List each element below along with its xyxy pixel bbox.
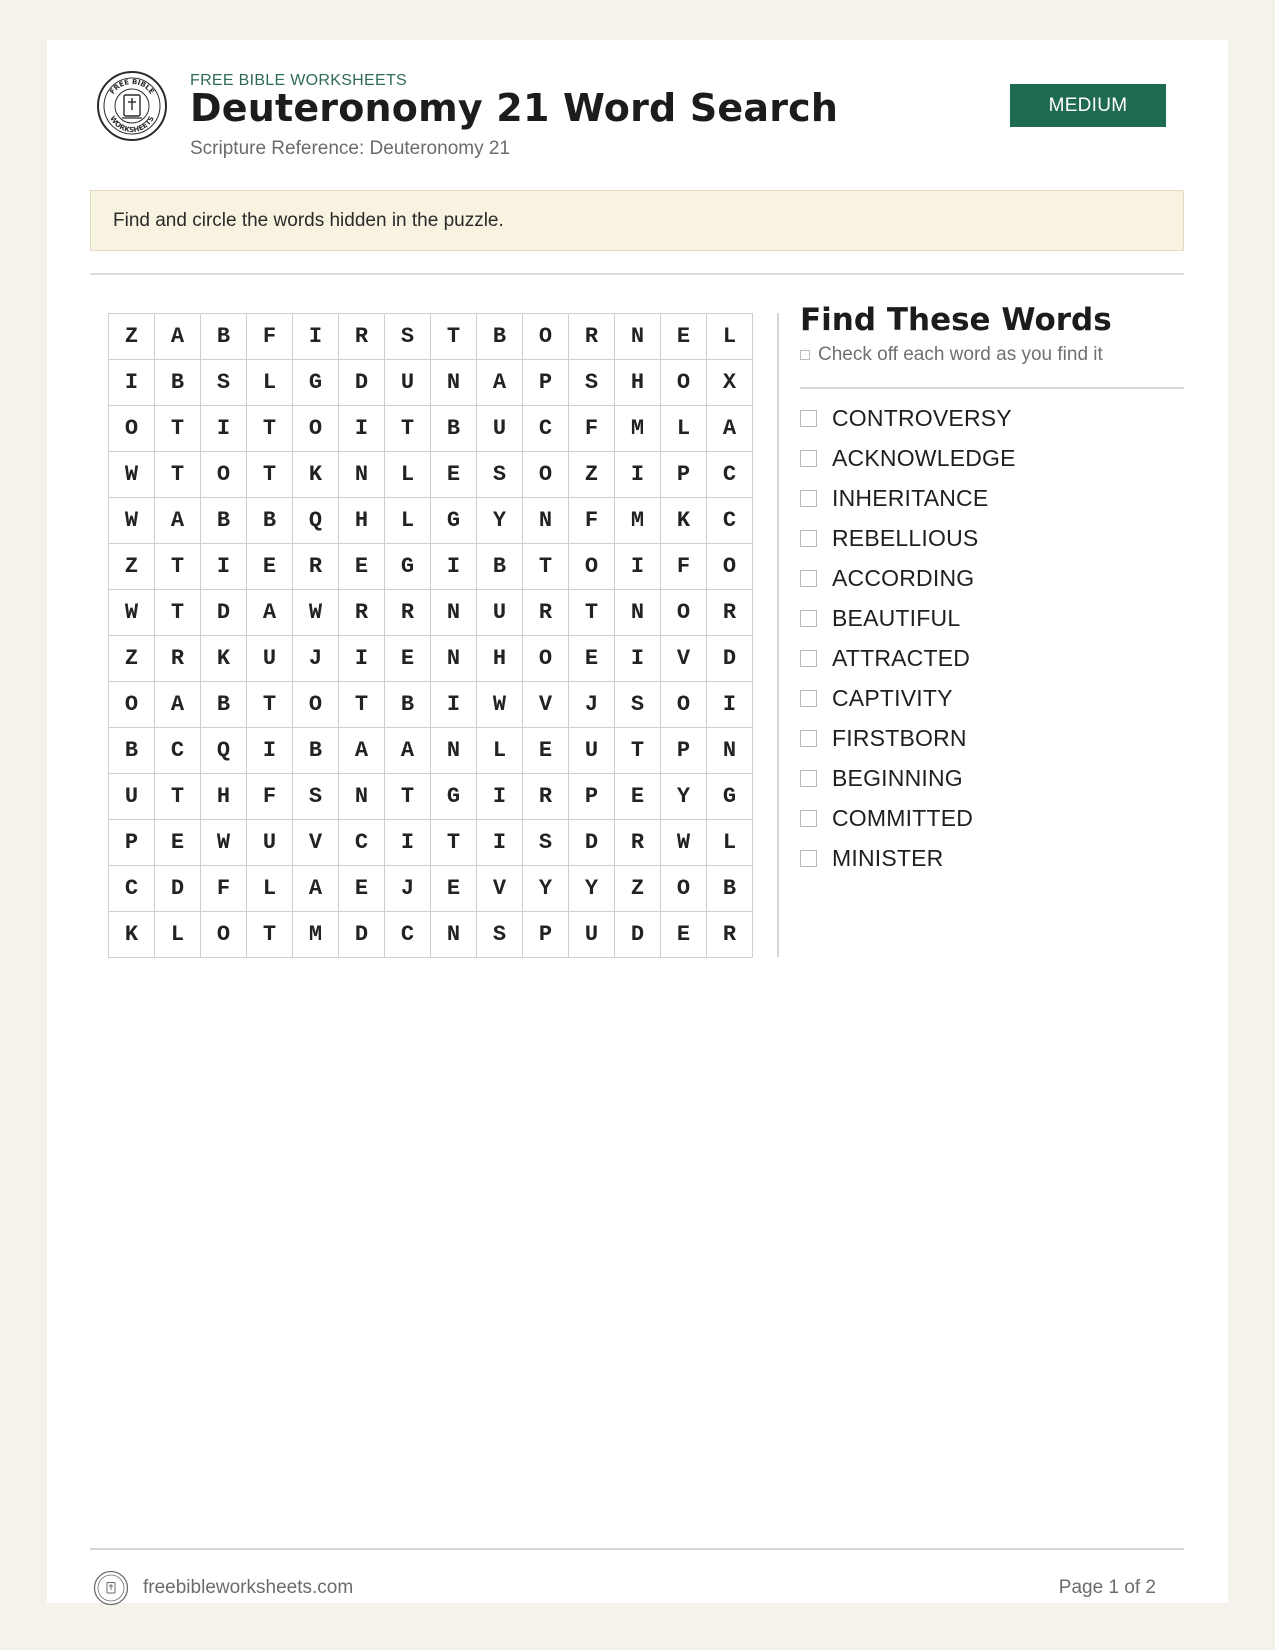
word-list-heading: Find These Words (800, 302, 1112, 338)
grid-cell[interactable]: O (523, 636, 569, 682)
word-checkbox[interactable] (800, 450, 817, 467)
word-checkbox[interactable] (800, 530, 817, 547)
grid-cell[interactable]: L (385, 452, 431, 498)
word-label: MINISTER (832, 844, 944, 871)
grid-cell[interactable]: O (109, 682, 155, 728)
grid-cell[interactable]: B (707, 866, 753, 912)
grid-cell[interactable]: R (293, 544, 339, 590)
grid-cell[interactable]: A (293, 866, 339, 912)
grid-cell[interactable]: S (569, 360, 615, 406)
grid-cell[interactable]: Y (477, 498, 523, 544)
grid-cell[interactable]: Y (661, 774, 707, 820)
grid-cell[interactable]: T (155, 590, 201, 636)
page-title: Deuteronomy 21 Word Search (190, 86, 839, 130)
grid-cell[interactable]: O (201, 912, 247, 958)
grid-cell[interactable]: H (339, 498, 385, 544)
grid-cell[interactable]: I (707, 682, 753, 728)
grid-cell[interactable]: I (615, 452, 661, 498)
grid-cell[interactable]: A (155, 682, 201, 728)
grid-cell[interactable]: D (339, 360, 385, 406)
grid-cell[interactable]: C (707, 452, 753, 498)
grid-cell[interactable]: B (155, 360, 201, 406)
grid-cell[interactable]: S (477, 452, 523, 498)
grid-cell[interactable]: F (569, 498, 615, 544)
grid-cell[interactable]: E (615, 774, 661, 820)
grid-cell[interactable]: B (201, 498, 247, 544)
grid-cell[interactable]: C (707, 498, 753, 544)
word-checkbox[interactable] (800, 410, 817, 427)
grid-cell[interactable]: U (385, 360, 431, 406)
grid-cell[interactable]: S (385, 314, 431, 360)
grid-cell[interactable]: E (339, 866, 385, 912)
word-list-item (800, 638, 1016, 678)
grid-row (109, 498, 753, 544)
grid-cell[interactable]: L (155, 912, 201, 958)
grid-cell[interactable]: B (385, 682, 431, 728)
panel-divider (777, 313, 779, 957)
grid-cell[interactable]: I (477, 820, 523, 866)
word-list-item (800, 398, 1016, 438)
grid-cell[interactable]: I (247, 728, 293, 774)
grid-cell[interactable]: T (155, 406, 201, 452)
grid-cell[interactable]: C (385, 912, 431, 958)
grid-cell[interactable]: I (109, 360, 155, 406)
grid-cell[interactable]: V (293, 820, 339, 866)
word-list-item (800, 718, 1016, 758)
word-list-divider (800, 387, 1184, 389)
grid-row (109, 728, 753, 774)
grid-cell[interactable]: D (155, 866, 201, 912)
grid-cell[interactable]: B (201, 682, 247, 728)
grid-cell[interactable]: A (707, 406, 753, 452)
word-label: BEAUTIFUL (832, 604, 961, 631)
grid-cell[interactable]: O (661, 590, 707, 636)
grid-cell[interactable]: K (661, 498, 707, 544)
grid-row (109, 774, 753, 820)
grid-cell[interactable]: A (339, 728, 385, 774)
grid-cell[interactable]: F (661, 544, 707, 590)
grid-cell[interactable]: Z (109, 636, 155, 682)
grid-cell[interactable]: O (707, 544, 753, 590)
grid-cell[interactable]: I (615, 544, 661, 590)
grid-cell[interactable]: L (247, 866, 293, 912)
grid-cell[interactable]: O (523, 314, 569, 360)
grid-cell[interactable]: I (431, 682, 477, 728)
grid-cell[interactable]: G (707, 774, 753, 820)
grid-cell[interactable]: I (201, 406, 247, 452)
grid-cell[interactable]: P (661, 452, 707, 498)
footer-site-link[interactable]: freebibleworksheets.com (143, 1577, 354, 1598)
grid-cell[interactable]: E (523, 728, 569, 774)
grid-cell[interactable]: S (477, 912, 523, 958)
grid-cell[interactable]: H (201, 774, 247, 820)
grid-cell[interactable]: G (431, 498, 477, 544)
grid-cell[interactable]: B (201, 314, 247, 360)
word-list-item (800, 678, 1016, 718)
word-label: CAPTIVITY (832, 684, 953, 711)
grid-cell[interactable]: H (615, 360, 661, 406)
grid-cell[interactable]: U (569, 728, 615, 774)
grid-cell[interactable]: L (707, 820, 753, 866)
grid-cell[interactable]: T (155, 544, 201, 590)
grid-cell[interactable]: J (293, 636, 339, 682)
grid-cell[interactable]: T (523, 544, 569, 590)
grid-cell[interactable]: I (339, 636, 385, 682)
grid-cell[interactable]: R (339, 314, 385, 360)
word-label: ATTRACTED (832, 644, 971, 671)
grid-cell[interactable]: Q (293, 498, 339, 544)
logo-text-bottom: WORKSHEETS (108, 114, 156, 135)
grid-cell[interactable]: E (385, 636, 431, 682)
bible-seal-icon (96, 70, 168, 142)
grid-cell[interactable]: F (247, 774, 293, 820)
grid-cell[interactable]: M (615, 498, 661, 544)
grid-cell[interactable]: P (109, 820, 155, 866)
grid-cell[interactable]: U (477, 406, 523, 452)
grid-cell[interactable]: F (247, 314, 293, 360)
grid-cell[interactable]: U (477, 590, 523, 636)
grid-cell[interactable]: T (247, 912, 293, 958)
grid-cell[interactable]: T (385, 406, 431, 452)
word-checkbox[interactable] (800, 850, 817, 867)
grid-cell[interactable]: I (431, 544, 477, 590)
grid-row (109, 360, 753, 406)
grid-cell[interactable]: L (661, 406, 707, 452)
grid-cell[interactable]: U (247, 820, 293, 866)
word-checkbox[interactable] (800, 490, 817, 507)
grid-cell[interactable]: E (431, 866, 477, 912)
page-number: Page 1 of 2 (1058, 1577, 1156, 1598)
grid-cell[interactable]: T (569, 590, 615, 636)
logo-text-top: FREE BIBLE (108, 77, 156, 96)
word-list-item (800, 758, 1016, 798)
grid-cell[interactable]: X (707, 360, 753, 406)
grid-cell[interactable]: E (661, 912, 707, 958)
word-list-hint (800, 344, 1103, 366)
grid-cell[interactable]: G (431, 774, 477, 820)
grid-row (109, 636, 753, 682)
word-label: CONTROVERSY (832, 404, 1012, 431)
grid-cell[interactable]: W (661, 820, 707, 866)
grid-cell[interactable]: D (569, 820, 615, 866)
word-list-item (800, 598, 1016, 638)
grid-cell[interactable]: A (155, 498, 201, 544)
grid-row (109, 590, 753, 636)
grid-cell[interactable]: T (155, 452, 201, 498)
grid-cell[interactable]: O (661, 682, 707, 728)
word-label: ACKNOWLEDGE (832, 444, 1016, 471)
grid-cell[interactable]: P (569, 774, 615, 820)
grid-cell[interactable]: P (523, 360, 569, 406)
grid-cell[interactable]: O (661, 866, 707, 912)
grid-cell[interactable]: B (431, 406, 477, 452)
grid-cell[interactable]: B (109, 728, 155, 774)
site-kicker: FREE BIBLE WORKSHEETS (190, 72, 408, 89)
grid-cell[interactable]: T (155, 774, 201, 820)
grid-cell[interactable]: T (431, 314, 477, 360)
grid-cell[interactable]: C (109, 866, 155, 912)
grid-cell[interactable]: Z (109, 544, 155, 590)
grid-cell[interactable]: N (615, 314, 661, 360)
grid-cell[interactable]: T (615, 728, 661, 774)
grid-cell[interactable]: Q (201, 728, 247, 774)
grid-cell[interactable]: F (201, 866, 247, 912)
grid-cell[interactable]: I (615, 636, 661, 682)
word-checkbox[interactable] (800, 690, 817, 707)
grid-cell[interactable]: R (523, 774, 569, 820)
grid-cell[interactable]: O (661, 360, 707, 406)
grid-cell[interactable]: N (523, 498, 569, 544)
grid-cell[interactable]: R (615, 820, 661, 866)
grid-cell[interactable]: U (247, 636, 293, 682)
word-search-grid (108, 313, 753, 958)
grid-cell[interactable]: S (293, 774, 339, 820)
grid-cell[interactable]: A (477, 360, 523, 406)
grid-cell[interactable]: O (293, 406, 339, 452)
grid-cell[interactable]: V (661, 636, 707, 682)
grid-cell[interactable]: G (293, 360, 339, 406)
grid-cell[interactable]: J (569, 682, 615, 728)
grid-cell[interactable]: Z (109, 314, 155, 360)
word-list-item (800, 438, 1016, 478)
word-checkbox[interactable] (800, 610, 817, 627)
instructions-banner: Find and circle the words hidden in the puzzle. (90, 190, 1184, 251)
grid-cell[interactable]: E (661, 314, 707, 360)
grid-cell[interactable]: P (661, 728, 707, 774)
grid-cell[interactable]: M (615, 406, 661, 452)
grid-cell[interactable]: N (431, 728, 477, 774)
grid-cell[interactable]: A (385, 728, 431, 774)
grid-cell[interactable]: R (707, 912, 753, 958)
grid-cell[interactable]: T (339, 682, 385, 728)
worksheet-page (47, 40, 1228, 1603)
grid-cell[interactable]: Z (615, 866, 661, 912)
grid-cell[interactable]: E (431, 452, 477, 498)
grid-cell[interactable]: U (109, 774, 155, 820)
grid-cell[interactable]: N (431, 360, 477, 406)
grid-cell[interactable]: U (569, 912, 615, 958)
grid-cell[interactable]: M (293, 912, 339, 958)
word-label: COMMITTED (832, 804, 974, 831)
difficulty-badge: MEDIUM (1010, 84, 1166, 127)
grid-cell[interactable]: W (109, 498, 155, 544)
grid-row (109, 866, 753, 912)
grid-cell[interactable]: D (615, 912, 661, 958)
grid-row (109, 406, 753, 452)
grid-cell[interactable]: I (477, 774, 523, 820)
grid-cell[interactable]: Z (569, 452, 615, 498)
grid-cell[interactable]: N (339, 774, 385, 820)
word-list-hint-text: Check off each word as you find it (818, 344, 1103, 365)
footer-divider (90, 1548, 1184, 1550)
grid-cell[interactable]: B (477, 314, 523, 360)
footer-bible-seal-icon (93, 1570, 129, 1606)
grid-cell[interactable]: T (247, 406, 293, 452)
grid-cell[interactable]: B (247, 498, 293, 544)
grid-cell[interactable]: R (707, 590, 753, 636)
grid-cell[interactable]: S (615, 682, 661, 728)
grid-cell[interactable]: B (477, 544, 523, 590)
header-divider (90, 273, 1184, 275)
hint-checkbox-icon (800, 350, 810, 360)
grid-cell[interactable]: S (201, 360, 247, 406)
grid-cell[interactable]: K (201, 636, 247, 682)
grid-cell[interactable]: N (431, 590, 477, 636)
grid-cell[interactable]: N (707, 728, 753, 774)
grid-cell[interactable]: J (385, 866, 431, 912)
grid-cell[interactable]: V (523, 682, 569, 728)
grid-cell[interactable]: C (155, 728, 201, 774)
grid-cell[interactable]: F (569, 406, 615, 452)
grid-cell[interactable]: O (569, 544, 615, 590)
grid-row (109, 820, 753, 866)
grid-cell[interactable]: L (477, 728, 523, 774)
grid-cell[interactable]: E (569, 636, 615, 682)
grid-cell[interactable]: I (201, 544, 247, 590)
grid-cell[interactable]: R (569, 314, 615, 360)
grid-cell[interactable]: W (293, 590, 339, 636)
grid-cell[interactable]: W (109, 452, 155, 498)
grid-cell[interactable]: T (385, 774, 431, 820)
grid-cell[interactable]: S (523, 820, 569, 866)
grid-cell[interactable]: W (477, 682, 523, 728)
grid-row (109, 682, 753, 728)
word-label: INHERITANCE (832, 484, 989, 511)
grid-cell[interactable]: R (339, 590, 385, 636)
grid-cell[interactable]: K (293, 452, 339, 498)
word-list (800, 398, 1016, 878)
grid-cell[interactable]: R (523, 590, 569, 636)
grid-cell[interactable]: N (615, 590, 661, 636)
grid-cell[interactable]: E (247, 544, 293, 590)
grid-cell[interactable]: N (339, 452, 385, 498)
grid-cell[interactable]: O (523, 452, 569, 498)
word-label: ACCORDING (832, 564, 975, 591)
grid-cell[interactable]: T (247, 682, 293, 728)
grid-cell[interactable]: K (109, 912, 155, 958)
grid-row (109, 314, 753, 360)
word-checkbox[interactable] (800, 650, 817, 667)
word-checkbox[interactable] (800, 570, 817, 587)
word-checkbox[interactable] (800, 770, 817, 787)
grid-row (109, 544, 753, 590)
grid-cell[interactable]: L (385, 498, 431, 544)
grid-cell[interactable]: R (385, 590, 431, 636)
word-list-item (800, 798, 1016, 838)
grid-cell[interactable]: W (201, 820, 247, 866)
grid-cell[interactable]: R (155, 636, 201, 682)
grid-cell[interactable]: A (247, 590, 293, 636)
grid-cell[interactable]: A (155, 314, 201, 360)
grid-row (109, 912, 753, 958)
grid-cell[interactable]: I (339, 406, 385, 452)
grid-cell[interactable]: Y (569, 866, 615, 912)
grid-cell[interactable]: O (109, 406, 155, 452)
scripture-reference: Scripture Reference: Deuteronomy 21 (190, 138, 510, 159)
grid-cell[interactable]: L (247, 360, 293, 406)
grid-cell[interactable]: V (477, 866, 523, 912)
grid-cell[interactable]: D (201, 590, 247, 636)
grid-cell[interactable]: L (707, 314, 753, 360)
word-label: REBELLIOUS (832, 524, 979, 551)
grid-cell[interactable]: E (339, 544, 385, 590)
grid-cell[interactable]: O (201, 452, 247, 498)
grid-cell[interactable]: E (155, 820, 201, 866)
word-list-item (800, 518, 1016, 558)
grid-cell[interactable]: N (431, 636, 477, 682)
grid-cell[interactable]: N (431, 912, 477, 958)
grid-cell[interactable]: P (523, 912, 569, 958)
grid-cell[interactable]: W (109, 590, 155, 636)
grid-cell[interactable]: H (477, 636, 523, 682)
grid-cell[interactable]: T (247, 452, 293, 498)
word-label: BEGINNING (832, 764, 963, 791)
grid-cell[interactable]: I (293, 314, 339, 360)
word-list-item (800, 558, 1016, 598)
grid-cell[interactable]: Y (523, 866, 569, 912)
word-list-item (800, 478, 1016, 518)
word-checkbox[interactable] (800, 810, 817, 827)
word-list-item (800, 838, 1016, 878)
grid-row (109, 452, 753, 498)
grid-cell[interactable]: G (385, 544, 431, 590)
grid-cell[interactable]: O (293, 682, 339, 728)
grid-cell[interactable]: D (707, 636, 753, 682)
grid-cell[interactable]: T (431, 820, 477, 866)
grid-cell[interactable]: D (339, 912, 385, 958)
word-checkbox[interactable] (800, 730, 817, 747)
grid-cell[interactable]: I (385, 820, 431, 866)
grid-cell[interactable]: C (523, 406, 569, 452)
grid-cell[interactable]: C (339, 820, 385, 866)
grid-cell[interactable]: B (293, 728, 339, 774)
word-label: FIRSTBORN (832, 724, 967, 751)
